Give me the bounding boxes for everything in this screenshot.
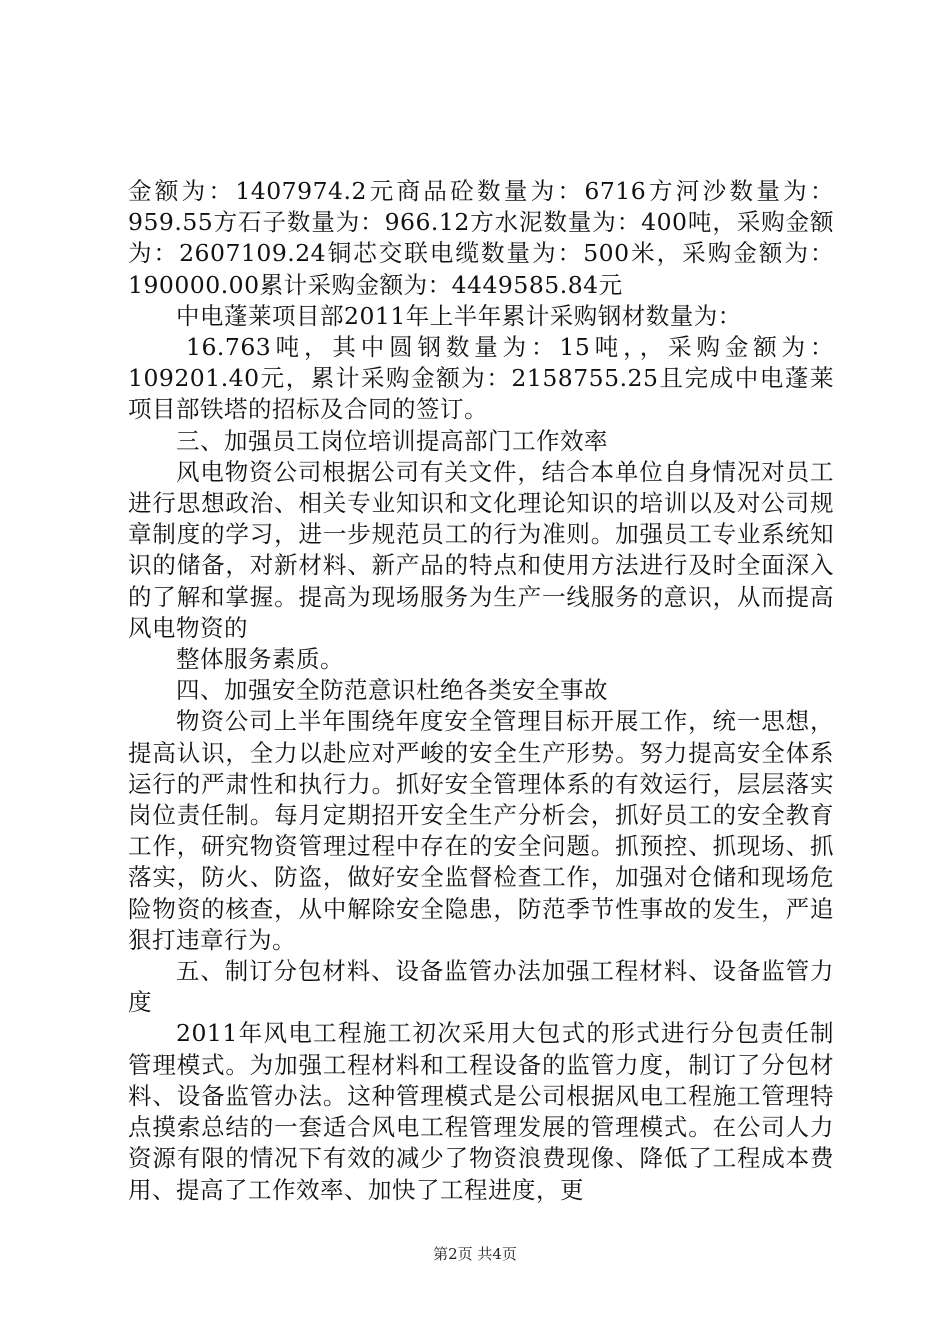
section-heading-training: 三、加强员工岗位培训提高部门工作效率 — [176, 426, 608, 455]
section-heading-safety: 四、加强安全防范意识杜绝各类安全事故 — [176, 676, 608, 705]
paragraph-safety: 物资公司上半年围绕年度安全管理目标开展工作，统一思想，提高认识，全力以赴应对严峻的安全生产形势。努力提高安全体系运行的严肃性和执行力。抓好安全管理体系的有效运行，层层落实岗位责任制。每月定期招开安全生产分析会，抓好员工的安全教育工作，研究物资管理过程中存在的安全问题。抓预控、抓现场、抓落实，防火、防盗，做好安全监督检查工作，加强对仓储和现场危险物资的核查，从中解除安全隐患，防范季节性事故的发生，严追狠打违章行为。 — [128, 707, 834, 954]
section-heading-subcontract: 五、制订分包材料、设备监管办法加强工程材料、设备监管力度 — [128, 957, 834, 1017]
paragraph-purchase-amounts: 金额为：1407974.2元商品砼数量为：6716方河沙数量为：959.55方石子数量为：966.12方水泥数量为：400吨，采购金额为：2607109.24铜芯交联电缆数量为：500米，采购金额为：190000.00累计采购金额为：4449585.84元 — [128, 177, 834, 299]
paragraph-penglai-intro: 中电蓬莱项目部2011年上半年累计采购钢材数量为： — [176, 301, 742, 330]
paragraph-training-continued: 整体服务素质。 — [176, 645, 344, 674]
page-footer: 第2页 共4页 — [433, 1245, 517, 1263]
paragraph-penglai-steel: 16.763吨，其中圆钢数量为：15吨，，采购金额为：109201.40元，累计采购金额为：2158755.25且完成中电蓬莱项目部铁塔的招标及合同的签订。 — [128, 333, 834, 424]
document-body — [128, 176, 834, 1206]
paragraph-training: 风电物资公司根据公司有关文件，结合本单位自身情况对员工进行思想政治、相关专业知识和文化理论知识的培训以及对公司规章制度的学习，进一步规范员工的行为准则。加强员工专业系统知识的储备，对新材料、新产品的特点和使用方法进行及时全面深入的了解和掌握。提高为现场服务为生产一线服务的意识，从而提高风电物资的 — [128, 457, 834, 642]
paragraph-subcontract: 2011年风电工程施工初次采用大包式的形式进行分包责任制管理模式。为加强工程材料和工程设备的监管力度，制订了分包材料、设备监管办法。这种管理模式是公司根据风电工程施工管理特点摸索总结的一套适合风电工程管理发展的管理模式。在公司人力资源有限的情况下有效的减少了物资浪费现像、降低了工程成本费用、提高了工作效率、加快了工程进度，更 — [128, 1019, 834, 1204]
